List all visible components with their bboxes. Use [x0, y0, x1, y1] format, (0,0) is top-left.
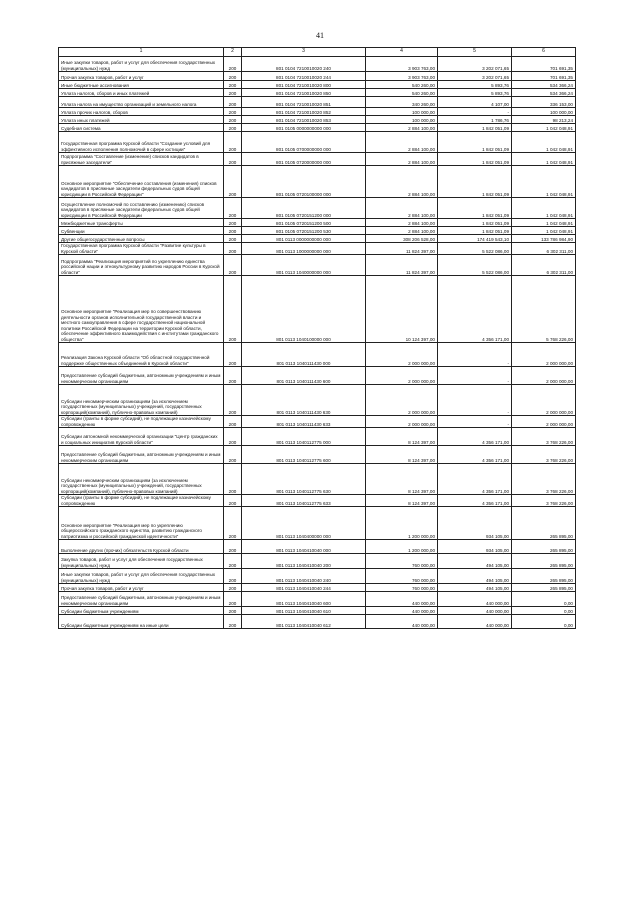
table-cell-plan: 440 000,00 — [366, 607, 438, 615]
table-cell-name: Иные закупки товаров, работ и услуг для обеспечения государственных (муниципальных) нужд — [59, 57, 224, 72]
table-cell-admin: 200 — [224, 198, 242, 219]
table-cell-exec: - — [438, 108, 512, 116]
header-cell-code: 3 — [242, 48, 366, 57]
table-cell-plan: 2 000 000,00 — [366, 343, 438, 367]
table-cell-name: Реализация Закона Курской области "Об областной государственной поддержке общественных объединений в Курской области" — [59, 343, 224, 367]
table-cell-name: Уплата налога на имущество организаций и земельного налога — [59, 97, 224, 108]
table-cell-admin: 200 — [224, 584, 242, 592]
table-cell-exec: 5 522 086,00 — [438, 255, 512, 276]
table-cell-admin: 200 — [224, 153, 242, 166]
table-cell-plan: 760 000,00 — [366, 584, 438, 592]
table-cell-code: 801 0113 1040111430 633 — [242, 416, 366, 428]
table-cell-admin: 200 — [224, 97, 242, 108]
table-cell-code: 801 0105 0720100000 000 — [242, 166, 366, 198]
table-cell-admin: 200 — [224, 416, 242, 428]
table-cell-rest: 100 000,00 — [512, 108, 576, 116]
table-cell-admin: 200 — [224, 243, 242, 255]
table-cell-plan: 760 000,00 — [366, 554, 438, 569]
table-cell-exec: - — [438, 385, 512, 416]
table-cell-admin: 200 — [224, 569, 242, 584]
table-cell-name: Субсидии некоммерческим организациям (за исключением государственных (муниципальных) учреждений, государственных корпораций(компаний), публично-правовых компаний) — [59, 385, 224, 416]
table-cell-name: Подпрограмма "Реализация мероприятий по укреплению единства российской нации и этнокультурному развитию народов России в Курской области" — [59, 255, 224, 276]
table-cell-name: Судебная система — [59, 124, 224, 132]
table-cell-plan: 340 260,00 — [366, 97, 438, 108]
table-cell-code: 801 0113 1040410040 240 — [242, 569, 366, 584]
table-cell-rest: 1 042 048,91 — [512, 227, 576, 235]
table-row — [59, 243, 576, 255]
table-cell-rest: 265 895,00 — [512, 554, 576, 569]
table-cell-name: Прочая закупка товаров, работ и услуг — [59, 584, 224, 592]
header-cell-admin: 2 — [224, 48, 242, 57]
table-cell-name: Государственная программа Курской области "Развитие культуры в Курской области" — [59, 243, 224, 255]
table-cell-rest: 1 042 048,91 — [512, 124, 576, 132]
table-cell-code: 801 0113 1040410040 200 — [242, 554, 366, 569]
table-cell-admin: 200 — [224, 235, 242, 243]
table-cell-exec: 3 202 071,65 — [438, 72, 512, 81]
table-cell-name: Субсидии автономной некоммерческой организации "Центр гражданских и социальных инициатив Курской области" — [59, 428, 224, 446]
table-cell-code: 801 0113 1040410040 612 — [242, 615, 366, 629]
table-cell-plan: 2 884 100,00 — [366, 219, 438, 227]
table-cell-code: 801 0104 7210010020 244 — [242, 72, 366, 81]
table-cell-admin: 200 — [224, 446, 242, 464]
table-cell-plan: 10 124 397,00 — [366, 276, 438, 343]
table-row — [59, 153, 576, 166]
table-cell-exec: 4 356 171,00 — [438, 428, 512, 446]
table-cell-name: Осуществление полномочий по составлению (изменению) списков кандидатов в присяжные заседатели федеральных судов общей юрисдикции в Российской Федерации — [59, 198, 224, 219]
table-cell-rest: 1 042 048,91 — [512, 198, 576, 219]
table-row — [59, 72, 576, 81]
table-cell-code: 801 0113 1040112775 600 — [242, 446, 366, 464]
table-cell-rest: 265 895,00 — [512, 507, 576, 540]
table-cell-exec: 1 842 051,09 — [438, 124, 512, 132]
table-cell-name: Подпрограмма "Составление (изменение) списков кандидатов в присяжные заседатели" — [59, 153, 224, 166]
table-cell-name: Межбюджетные трансферты — [59, 219, 224, 227]
table-cell-plan: 2 884 100,00 — [366, 153, 438, 166]
table-cell-plan: 2 000 000,00 — [366, 385, 438, 416]
table-cell-rest: 6 302 311,00 — [512, 255, 576, 276]
table-row — [59, 592, 576, 607]
table-cell-code: 801 0104 7210010020 853 — [242, 116, 366, 124]
table-row — [59, 198, 576, 219]
table-cell-name: Иные закупки товаров, работ и услуг для обеспечения государственных (муниципальных) нужд — [59, 569, 224, 584]
table-cell-code: 801 0113 1040410040 000 — [242, 540, 366, 554]
table-row — [59, 108, 576, 116]
table-cell-exec: 440 000,00 — [438, 607, 512, 615]
table-row — [59, 235, 576, 243]
table-cell-exec: 494 105,00 — [438, 554, 512, 569]
table-cell-rest: 2 000 000,00 — [512, 343, 576, 367]
table-cell-name: Субсидии некоммерческим организациям (за исключением государственных (муниципальных) учреждений, государственных корпораций(компаний), публично-правовых компаний) — [59, 464, 224, 495]
table-cell-rest: 1 042 048,91 — [512, 132, 576, 153]
table-header-row — [59, 48, 576, 57]
table-cell-exec: 494 105,00 — [438, 584, 512, 592]
table-cell-name: Предоставление субсидий бюджетным, автономным учреждениям и иным некоммерческим организациям — [59, 592, 224, 607]
header-cell-plan: 4 — [366, 48, 438, 57]
table-cell-admin: 200 — [224, 108, 242, 116]
table-cell-exec: 3 202 071,65 — [438, 57, 512, 72]
table-cell-code: 801 0113 1040410040 244 — [242, 584, 366, 592]
table-cell-exec: 5 522 086,00 — [438, 243, 512, 255]
table-row — [59, 124, 576, 132]
table-cell-name: Государственная программа Курской области "Создание условий для эффективного исполнения полномочий в сфере юстиции" — [59, 132, 224, 153]
table-cell-plan: 3 903 763,00 — [366, 57, 438, 72]
table-cell-plan: 11 824 397,00 — [366, 255, 438, 276]
table-row — [59, 554, 576, 569]
table-cell-exec: - — [438, 343, 512, 367]
table-row — [59, 428, 576, 446]
table-cell-plan: 8 124 397,00 — [366, 464, 438, 495]
table-cell-plan: 100 000,00 — [366, 116, 438, 124]
budget-execution-table — [58, 47, 576, 629]
table-cell-exec: 1 842 051,09 — [438, 132, 512, 153]
table-cell-name: Субсидии (гранты в форме субсидий), не подлежащие казначейскому сопровождению — [59, 495, 224, 507]
table-cell-admin: 200 — [224, 219, 242, 227]
table-row — [59, 495, 576, 507]
table-cell-rest: 3 768 226,00 — [512, 446, 576, 464]
header-cell-name: 1 — [59, 48, 224, 57]
table-cell-rest: 0,00 — [512, 615, 576, 629]
table-cell-exec: - — [438, 367, 512, 385]
page-number: 41 — [316, 31, 324, 40]
table-cell-exec: 5 893,76 — [438, 81, 512, 89]
table-cell-code: 801 0104 7210010020 852 — [242, 108, 366, 116]
table-cell-admin: 200 — [224, 507, 242, 540]
table-cell-plan: 8 124 397,00 — [366, 446, 438, 464]
table-cell-admin: 200 — [224, 495, 242, 507]
table-cell-code: 801 0113 1040111430 000 — [242, 343, 366, 367]
table-cell-rest: 265 895,00 — [512, 540, 576, 554]
table-cell-name: Выполнение других (прочих) обязательств Курской области — [59, 540, 224, 554]
table-cell-name: Основное мероприятие "Обеспечение составления (изменения) списков кандидатов в присяжные заседатели федеральных судов общей юрисдикции в Российской Федерации" — [59, 166, 224, 198]
table-cell-code: 801 0105 0720000000 000 — [242, 153, 366, 166]
table-row — [59, 464, 576, 495]
table-cell-exec: 4 356 171,00 — [438, 276, 512, 343]
table-cell-code: 801 0113 1040112775 630 — [242, 464, 366, 495]
table-cell-exec: 1 842 051,09 — [438, 198, 512, 219]
table-cell-plan: 1 200 000,00 — [366, 540, 438, 554]
table-cell-rest: 0,00 — [512, 592, 576, 607]
table-cell-admin: 200 — [224, 343, 242, 367]
table-cell-plan: 540 260,00 — [366, 89, 438, 97]
table-row — [59, 219, 576, 227]
table-cell-exec: 1 842 051,09 — [438, 219, 512, 227]
table-cell-name: Субсидии бюджетным учреждениям — [59, 607, 224, 615]
table-row — [59, 97, 576, 108]
table-cell-name: Уплата налогов, сборов и иных платежей — [59, 89, 224, 97]
table-cell-plan: 2 884 100,00 — [366, 132, 438, 153]
table-row — [59, 276, 576, 343]
table-row — [59, 615, 576, 629]
table-cell-rest: 98 213,24 — [512, 116, 576, 124]
table-cell-plan: 2 884 100,00 — [366, 166, 438, 198]
table-cell-rest: 1 042 048,91 — [512, 219, 576, 227]
table-cell-name: Предоставление субсидий бюджетным, автономным учреждениям и иным некоммерческим организациям — [59, 446, 224, 464]
table-cell-exec: 440 000,00 — [438, 592, 512, 607]
table-cell-name: Основное мероприятие "Реализация мер по совершенствованию деятельности органов исполнительной государственной власти и местного самоуправления в сфере государственной национальной политики Российской Федерации на территории Курской области, обеспечение эффективного взаимодействия с институтами гражданского общества" — [59, 276, 224, 343]
table-cell-admin: 200 — [224, 385, 242, 416]
table-row — [59, 385, 576, 416]
table-cell-plan: 440 000,00 — [366, 615, 438, 629]
table-cell-rest: 5 768 226,00 — [512, 276, 576, 343]
table-cell-code: 801 0113 1040112775 633 — [242, 495, 366, 507]
table-cell-code: 801 0105 0720151200 530 — [242, 227, 366, 235]
table-cell-rest: 534 366,24 — [512, 81, 576, 89]
header-cell-exec: 5 — [438, 48, 512, 57]
table-cell-plan: 2 000 000,00 — [366, 416, 438, 428]
table-cell-rest: 701 691,35 — [512, 72, 576, 81]
table-row — [59, 166, 576, 198]
table-cell-plan: 8 124 397,00 — [366, 428, 438, 446]
table-cell-rest: 3 768 226,00 — [512, 495, 576, 507]
table-cell-exec: 4 107,00 — [438, 97, 512, 108]
table-cell-admin: 200 — [224, 464, 242, 495]
table-cell-code: 801 0113 1040410040 610 — [242, 607, 366, 615]
table-cell-admin: 200 — [224, 116, 242, 124]
table-cell-exec: 934 105,00 — [438, 540, 512, 554]
table-cell-code: 801 0104 7210010020 800 — [242, 81, 366, 89]
table-cell-code: 801 0104 7210010020 850 — [242, 89, 366, 97]
table-cell-exec: 5 893,76 — [438, 89, 512, 97]
table-row — [59, 367, 576, 385]
table-cell-name: Основное мероприятие "Реализация мер по укреплению общероссийского гражданского единства, развитию гражданского патриотизма и российской гражданской идентичности" — [59, 507, 224, 540]
table-cell-admin: 200 — [224, 615, 242, 629]
table-cell-exec: 4 356 171,00 — [438, 495, 512, 507]
table-cell-plan: 760 000,00 — [366, 569, 438, 584]
table-cell-plan: 440 000,00 — [366, 592, 438, 607]
table-cell-name: Субсидии бюджетным учреждениям на иные цели — [59, 615, 224, 629]
table-cell-rest: 336 153,00 — [512, 97, 576, 108]
table-row — [59, 116, 576, 124]
table-cell-rest: 3 768 226,00 — [512, 428, 576, 446]
table-cell-rest: 265 895,00 — [512, 569, 576, 584]
table-cell-code: 801 0105 0720151200 000 — [242, 198, 366, 219]
table-cell-exec: 934 105,00 — [438, 507, 512, 540]
table-row — [59, 343, 576, 367]
table-cell-name: Уплата иных платежей — [59, 116, 224, 124]
table-cell-exec: 494 105,00 — [438, 569, 512, 584]
table-cell-admin: 200 — [224, 72, 242, 81]
table-cell-exec: 1 842 051,09 — [438, 227, 512, 235]
table-cell-code: 801 0113 1040111430 600 — [242, 367, 366, 385]
table-cell-code: 801 0113 1000000000 000 — [242, 243, 366, 255]
table-cell-code: 801 0113 1040112775 000 — [242, 428, 366, 446]
table-cell-rest: 0,00 — [512, 607, 576, 615]
table-row — [59, 57, 576, 72]
table-cell-admin: 200 — [224, 255, 242, 276]
table-cell-rest: 1 042 048,91 — [512, 166, 576, 198]
table-cell-exec: 4 356 171,00 — [438, 446, 512, 464]
table-cell-name: Закупка товаров, работ и услуг для обеспечения государственных (муниципальных) нужд — [59, 554, 224, 569]
table-cell-admin: 200 — [224, 81, 242, 89]
table-cell-name: Прочая закупка товаров, работ и услуг — [59, 72, 224, 81]
table-cell-admin: 200 — [224, 166, 242, 198]
table-row — [59, 540, 576, 554]
table-cell-plan: 8 124 397,00 — [366, 495, 438, 507]
table-cell-rest: 133 786 984,90 — [512, 235, 576, 243]
table-cell-code: 801 0113 1040100000 000 — [242, 276, 366, 343]
table-cell-plan: 2 884 100,00 — [366, 198, 438, 219]
table-cell-code: 801 0105 0720151200 500 — [242, 219, 366, 227]
table-cell-code: 801 0113 1040400000 000 — [242, 507, 366, 540]
table-cell-name: Субсидии (гранты в форме субсидий), не подлежащие казначейскому сопровождению — [59, 416, 224, 428]
table-row — [59, 132, 576, 153]
table-cell-plan: 308 206 528,00 — [366, 235, 438, 243]
table-cell-plan: 11 824 397,00 — [366, 243, 438, 255]
table-cell-rest: 2 000 000,00 — [512, 385, 576, 416]
table-cell-admin: 200 — [224, 89, 242, 97]
table-row — [59, 607, 576, 615]
table-cell-plan: 2 884 100,00 — [366, 124, 438, 132]
table-cell-rest: 265 895,00 — [512, 584, 576, 592]
table-cell-plan: 2 884 100,00 — [366, 227, 438, 235]
table-cell-rest: 2 000 000,00 — [512, 367, 576, 385]
table-cell-admin: 200 — [224, 428, 242, 446]
table-row — [59, 255, 576, 276]
table-cell-code: 801 0105 0700000000 000 — [242, 132, 366, 153]
table-cell-admin: 200 — [224, 554, 242, 569]
table-cell-admin: 200 — [224, 592, 242, 607]
table-cell-exec: - — [438, 416, 512, 428]
table-row — [59, 81, 576, 89]
table-body — [59, 48, 576, 629]
header-cell-rest: 6 — [512, 48, 576, 57]
table-cell-exec: 4 356 171,00 — [438, 464, 512, 495]
table-cell-code: 801 0113 1040111430 630 — [242, 385, 366, 416]
table-cell-code: 801 0104 7210010020 851 — [242, 97, 366, 108]
table-cell-admin: 200 — [224, 367, 242, 385]
table-cell-name: Предоставление субсидий бюджетным, автономным учреждениям и иным некоммерческим организациям — [59, 367, 224, 385]
table-cell-exec: 1 786,76 — [438, 116, 512, 124]
table-row — [59, 227, 576, 235]
table-cell-admin: 200 — [224, 540, 242, 554]
table-cell-plan: 1 200 000,00 — [366, 507, 438, 540]
table-cell-name: Иные бюджетные ассигнования — [59, 81, 224, 89]
table-cell-plan: 540 260,00 — [366, 81, 438, 89]
table-row — [59, 584, 576, 592]
table-cell-name: Субвенции — [59, 227, 224, 235]
table-cell-code: 801 0113 1040410040 600 — [242, 592, 366, 607]
table-row — [59, 416, 576, 428]
table-cell-exec: 440 000,00 — [438, 615, 512, 629]
table-cell-exec: 1 842 051,09 — [438, 166, 512, 198]
table-cell-admin: 200 — [224, 132, 242, 153]
table-cell-rest: 3 768 226,00 — [512, 464, 576, 495]
table-cell-admin: 200 — [224, 57, 242, 72]
table-cell-name: Уплата прочих налогов, сборов — [59, 108, 224, 116]
table-cell-rest: 6 302 311,00 — [512, 243, 576, 255]
table-cell-code: 801 0104 7210010020 240 — [242, 57, 366, 72]
table-cell-code: 801 0113 0000000000 000 — [242, 235, 366, 243]
table-row — [59, 89, 576, 97]
table-row — [59, 507, 576, 540]
table-cell-plan: 100 000,00 — [366, 108, 438, 116]
table-cell-rest: 1 042 048,91 — [512, 153, 576, 166]
table-cell-rest: 534 366,24 — [512, 89, 576, 97]
table-cell-exec: 1 842 051,09 — [438, 153, 512, 166]
table-cell-admin: 200 — [224, 607, 242, 615]
table-cell-admin: 200 — [224, 124, 242, 132]
table-cell-rest: 701 691,35 — [512, 57, 576, 72]
table-cell-rest: 2 000 000,00 — [512, 416, 576, 428]
table-cell-code: 801 0105 0000000000 000 — [242, 124, 366, 132]
table-cell-plan: 2 000 000,00 — [366, 367, 438, 385]
table-row — [59, 446, 576, 464]
table-cell-name: Другие общегосударственные вопросы — [59, 235, 224, 243]
table-cell-exec: 174 419 543,10 — [438, 235, 512, 243]
table-cell-admin: 200 — [224, 276, 242, 343]
table-cell-admin: 200 — [224, 227, 242, 235]
table-cell-plan: 3 903 763,00 — [366, 72, 438, 81]
table-cell-code: 801 0113 1040000000 000 — [242, 255, 366, 276]
table-row — [59, 569, 576, 584]
